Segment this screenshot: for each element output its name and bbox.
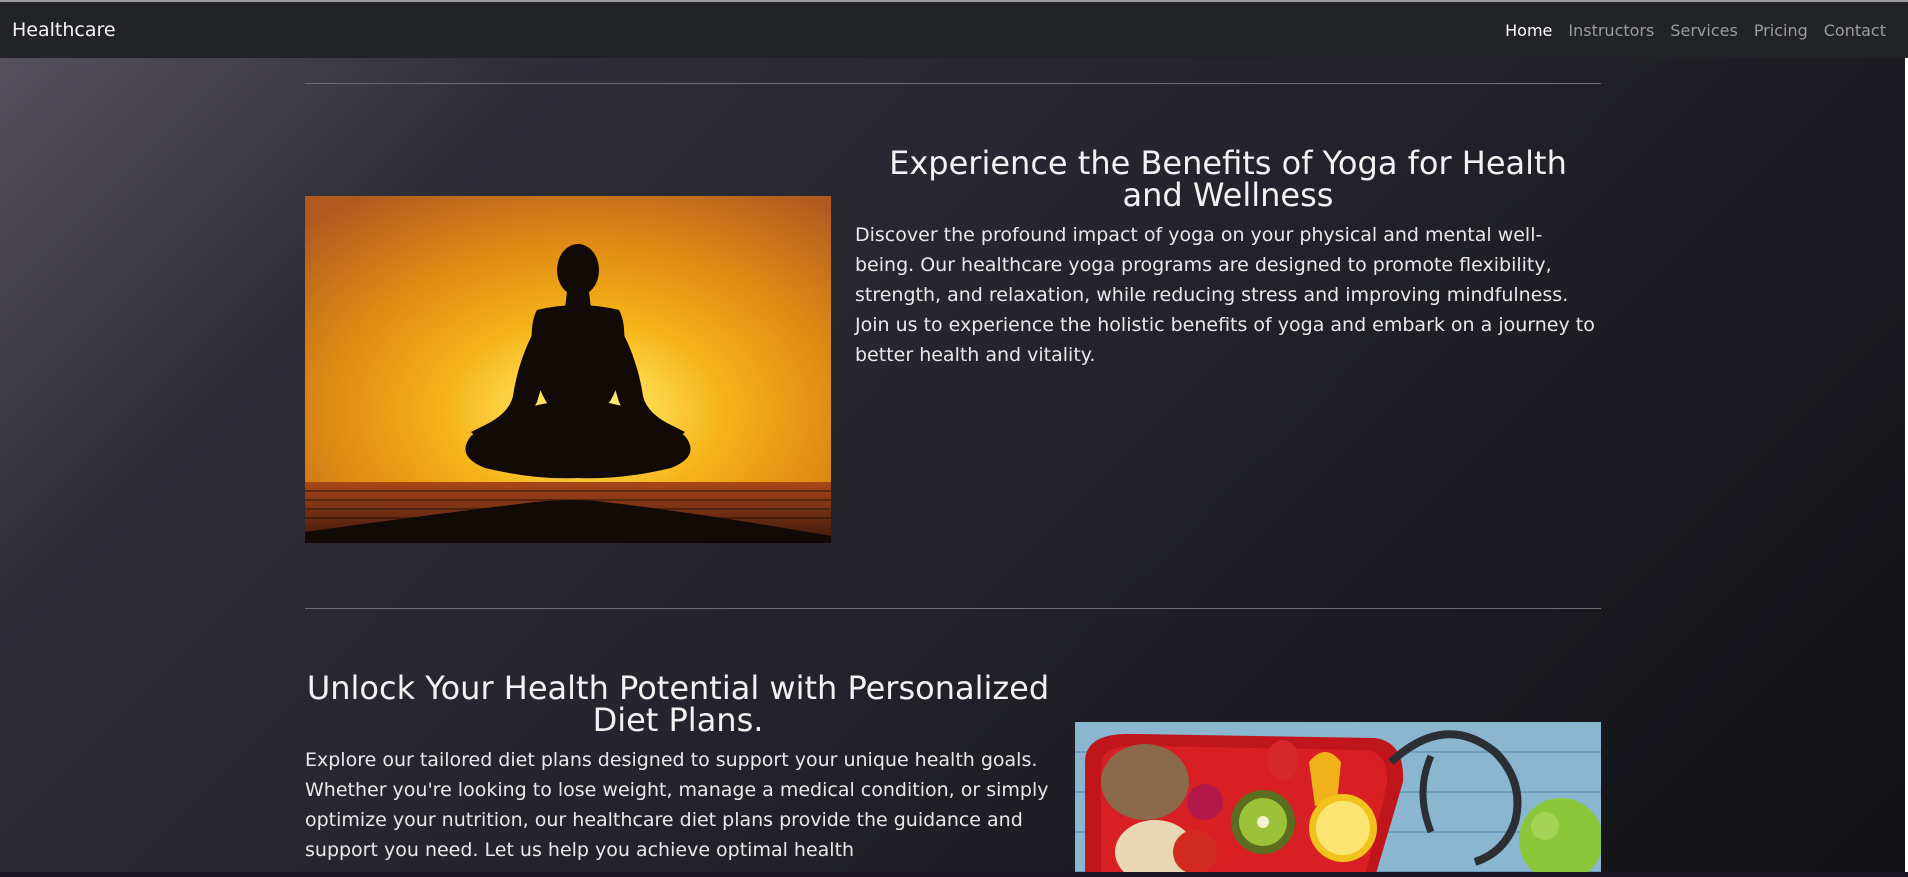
- nav-link-home[interactable]: Home: [1505, 20, 1553, 40]
- diet-section-text: Explore our tailored diet plans designed to support your unique health goals. Whether you're looking to lose weight, manage a medical condition, or simply optimize your nutrition, our healthcare diet plans provide the guidance and support you need. Let us help you achieve optimal health: [305, 749, 1049, 861]
- healthy-food-heart-bowl-image: [1075, 722, 1601, 877]
- nav-link-services[interactable]: Services: [1670, 20, 1738, 40]
- brand-link[interactable]: Healthcare: [12, 19, 116, 41]
- navbar: [0, 2, 1908, 58]
- yoga-sunset-image: [305, 196, 831, 543]
- yoga-section-text: Discover the profound impact of yoga on your physical and mental well-being. Our healthcare yoga programs are designed to promote flexibility, strength, and relaxation, while reducing stress and improving mindfulness. Join us to experience the holistic benefits of yoga and embark on a journey to better health and vitality.: [855, 224, 1595, 366]
- section-divider-middle: [305, 608, 1601, 609]
- yoga-section-title: Experience the Benefits of Yoga for Health and Wellness: [889, 144, 1567, 214]
- nav-link-instructors[interactable]: Instructors: [1568, 20, 1655, 40]
- section-divider-top: [305, 83, 1601, 84]
- nav-link-pricing[interactable]: Pricing: [1753, 20, 1808, 40]
- nav-link-contact[interactable]: Contact: [1823, 20, 1886, 40]
- nav-links: [1505, 21, 1886, 40]
- diet-section-title: Unlock Your Health Potential with Personalized Diet Plans.: [306, 669, 1050, 739]
- bottom-edge: [0, 872, 1908, 877]
